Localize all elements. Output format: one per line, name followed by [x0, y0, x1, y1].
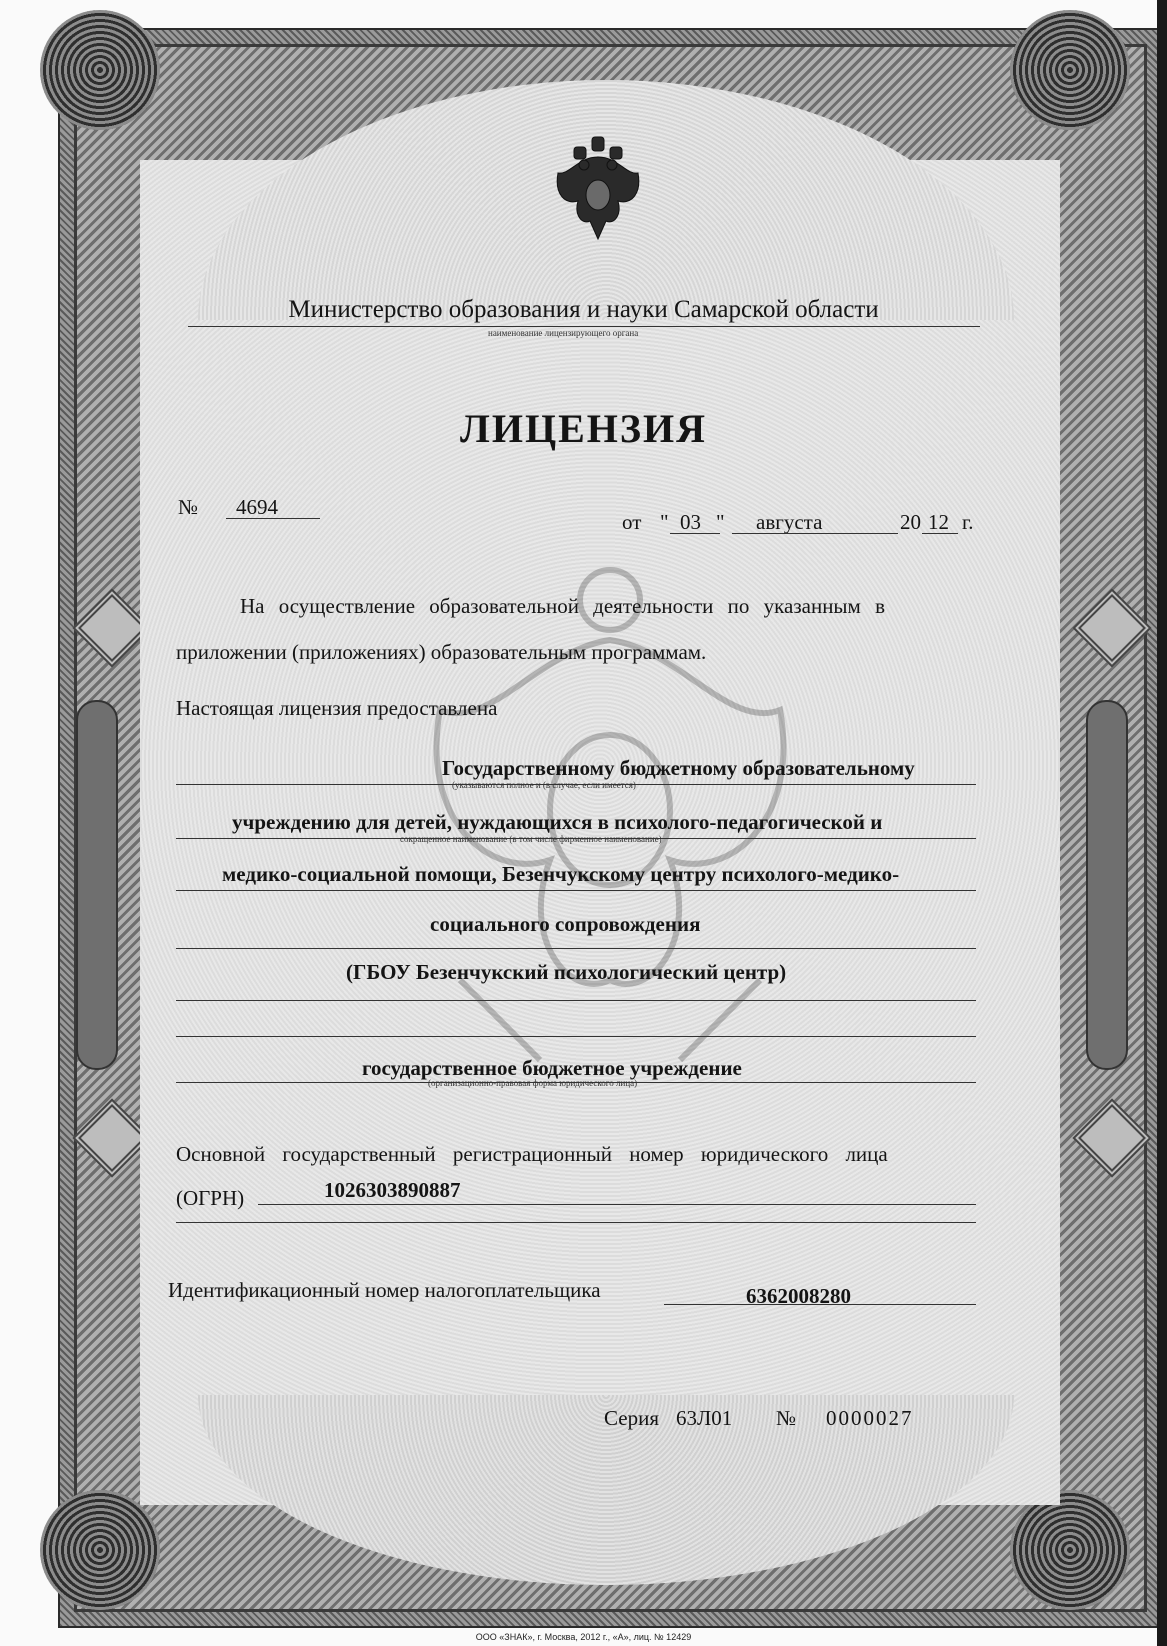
year-underline [922, 533, 958, 534]
purpose-line-2: приложении (приложениях) образовательным программам. [176, 640, 707, 664]
licensee-underline-6 [176, 1036, 976, 1037]
licensee-caption-1: (указываются полное и (в случае, если имеется) [452, 780, 636, 790]
month-underline [732, 533, 898, 534]
licensee-name-line-2: учреждению для детей, нуждающихся в психолого-педагогической и [232, 810, 883, 834]
authority-underline [188, 326, 980, 327]
form-number-sign: № [776, 1406, 797, 1430]
licensee-underline-4 [176, 948, 976, 949]
ogrn-label-line-1: Основной государственный регистрационный номер юридического лица [176, 1142, 888, 1166]
series-value: 63Л01 [676, 1406, 733, 1430]
licensee-name-line-1: Государственному бюджетному образовательному [442, 756, 915, 780]
inn-underline [664, 1304, 976, 1305]
license-number: 4694 [236, 495, 278, 519]
date-year-prefix: 20 [900, 510, 921, 534]
date-quote-close: " [716, 510, 725, 534]
ogrn-underline [258, 1204, 976, 1205]
scan-edge [1157, 0, 1167, 1646]
day-underline [670, 533, 720, 534]
series-label: Серия [604, 1406, 659, 1430]
licensee-caption-2: сокращенное наименование (в том числе фирменное наименование) [400, 834, 662, 844]
licensee-name-line-3: медико-социальной помощи, Безенчукскому центру психолого-медико- [222, 862, 900, 886]
corner-ornament [40, 10, 160, 130]
ogrn-label-line-2: (ОГРН) [176, 1186, 245, 1210]
number-underline [226, 518, 320, 519]
corner-ornament [1010, 1490, 1130, 1610]
licensee-underline-3 [176, 890, 976, 891]
authority-caption: наименование лицензирующего органа [488, 328, 639, 338]
ogrn-underline-2 [176, 1222, 976, 1223]
licensee-underline-5 [176, 1000, 976, 1001]
left-ornament-panel [76, 700, 118, 1070]
document-title: ЛИЦЕНЗИЯ [460, 406, 707, 451]
corner-ornament [1010, 10, 1130, 130]
date-day: 03 [680, 510, 701, 534]
form-number: 0000027 [826, 1406, 914, 1430]
printer-imprint: ООО «ЗНАК», г. Москва, 2012 г., «А», лиц. № 12429 [475, 1632, 692, 1642]
inn-label: Идентификационный номер налогоплательщика [168, 1278, 601, 1302]
legal-form-caption: (организационно-правовая форма юридического лица) [428, 1078, 638, 1088]
state-emblem-icon [548, 135, 648, 245]
date-from-label: от [622, 510, 642, 534]
number-sign: № [178, 495, 199, 519]
date-quote-open: " [660, 510, 669, 534]
right-ornament-panel [1086, 700, 1128, 1070]
corner-ornament [40, 1490, 160, 1610]
date-year: 12 [928, 510, 949, 534]
issuing-authority: Министерство образования и науки Самарской области [288, 296, 879, 323]
date-month: августа [756, 510, 823, 534]
inn-value: 6362008280 [746, 1284, 851, 1308]
ogrn-value: 1026303890887 [324, 1178, 461, 1202]
licensee-short-name: (ГБОУ Безенчукский психологический центр) [346, 960, 787, 984]
legal-form-value: государственное бюджетное учреждение [362, 1056, 742, 1080]
date-year-unit: г. [962, 510, 974, 534]
granted-label: Настоящая лицензия предоставлена [176, 696, 498, 720]
licensee-name-line-4: социального сопровождения [430, 912, 701, 936]
purpose-line-1: На осуществление образовательной деятельности по указанным в [240, 594, 885, 618]
